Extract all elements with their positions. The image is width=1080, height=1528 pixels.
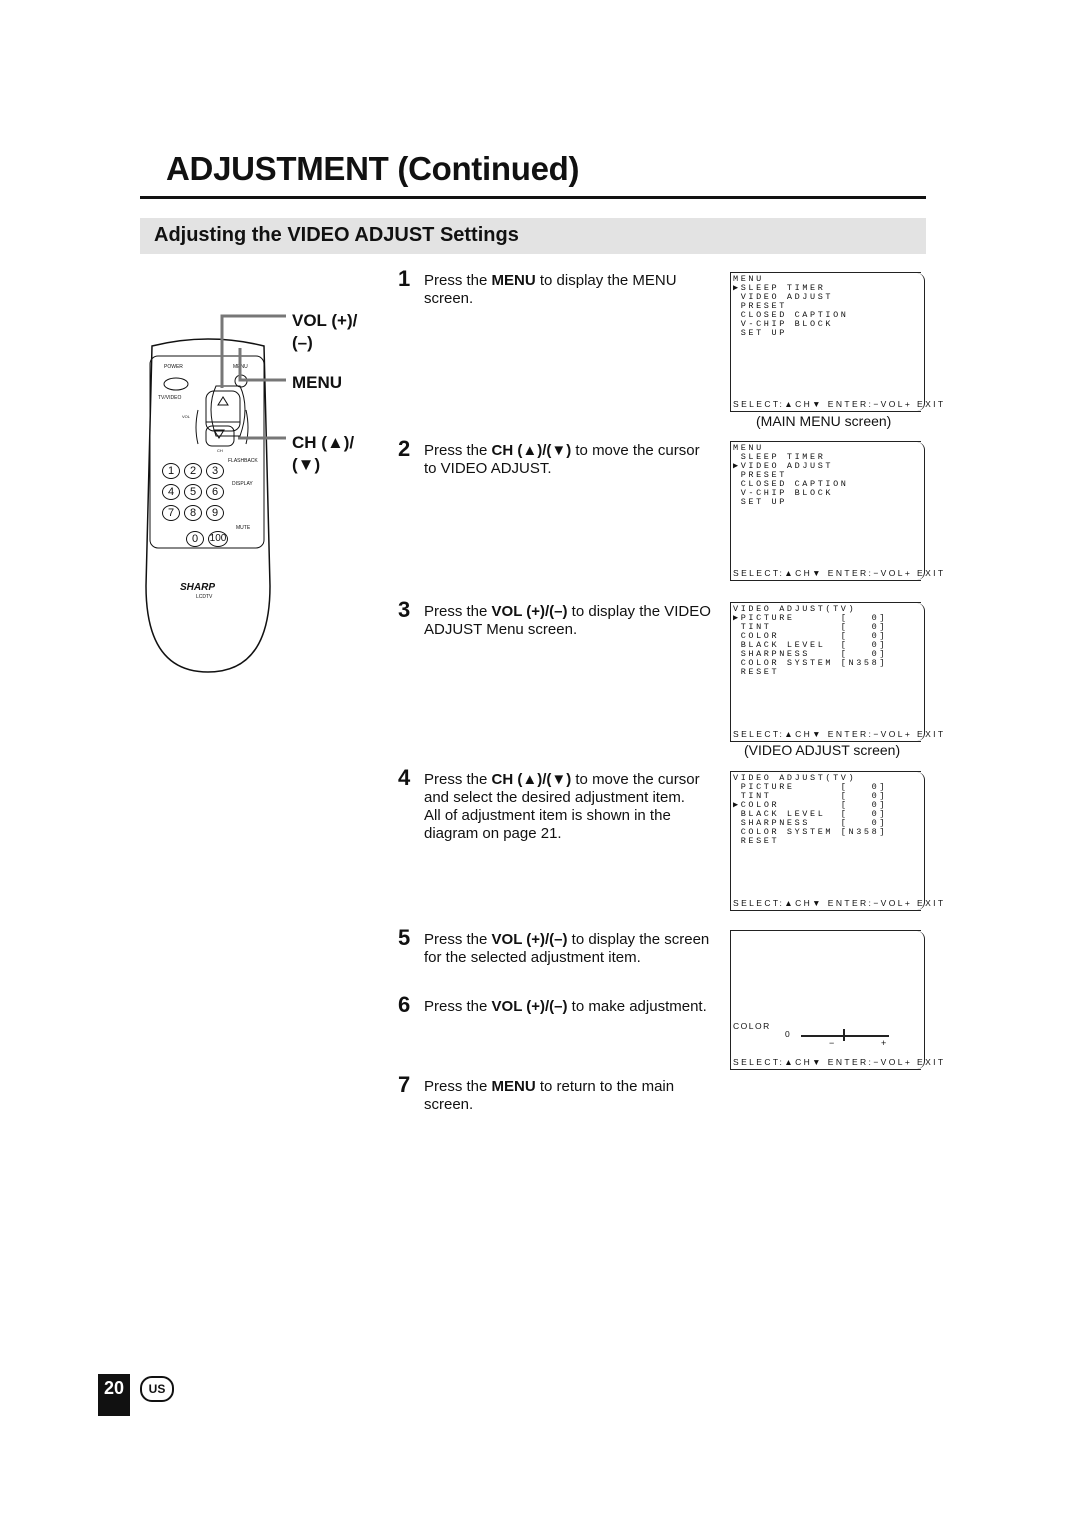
menu-label: MENU — [233, 364, 248, 370]
key-100: 100 — [208, 531, 228, 547]
osd-screen-color-adjust — [730, 930, 946, 1070]
osd-screen-main-menu — [730, 272, 946, 412]
model-label: LCDTV — [196, 594, 213, 600]
osd-footer: SELECT:▲CH▼ ENTER:−VOL+ EXIT — [733, 568, 946, 578]
osd-screen-video-adjust-menu — [730, 602, 946, 742]
osd-screen-video-adjust-cursor — [730, 441, 946, 581]
keypad — [162, 463, 232, 521]
osd-footer: SELECT:▲CH▼ ENTER:−VOL+ EXIT — [733, 898, 946, 908]
callout-ch-line2: (▼) — [292, 455, 321, 474]
callout-vol-line1: VOL (+)/ — [292, 311, 358, 330]
callout-lines — [210, 310, 290, 450]
key-1: 1 — [162, 463, 180, 479]
step-number: 5 — [398, 925, 411, 950]
key-2: 2 — [184, 463, 202, 479]
key-3: 3 — [206, 463, 224, 479]
step-text: Press the VOL (+)/(–) to make adjustment. — [424, 998, 707, 1015]
callout-ch — [292, 432, 354, 476]
osd-adjust-minus: − — [829, 1038, 835, 1048]
flashback-label: FLASHBACK — [228, 458, 258, 464]
display-label: DISPLAY — [232, 481, 253, 487]
key-4: 4 — [162, 484, 180, 500]
step-text: Press the VOL (+)/(–) to display the screen for the selected adjustment item. — [424, 931, 710, 966]
callout-ch-line1: CH (▲)/ — [292, 433, 355, 452]
caption-video-adjust: (VIDEO ADJUST screen) — [744, 742, 901, 758]
vol-label: VOL — [182, 414, 191, 419]
power-label: POWER — [164, 364, 183, 370]
step-number: 1 — [398, 266, 411, 291]
page-number: 20 — [98, 1374, 130, 1416]
region-badge: US — [140, 1376, 174, 1402]
step-text: Press the VOL (+)/(–) to display the VIDEO ADJUST Menu screen. — [424, 603, 711, 638]
step-number: 2 — [398, 436, 411, 461]
ch-label: CH — [217, 448, 223, 453]
key-5: 5 — [184, 484, 202, 500]
key-8: 8 — [184, 505, 202, 521]
osd-adjust-bar — [801, 1035, 889, 1037]
page-title: ADJUSTMENT (Continued) — [166, 150, 580, 187]
step-text: Press the MENU to display the MENU screen. — [424, 272, 677, 307]
osd-footer: SELECT:▲CH▼ ENTER:−VOL+ EXIT — [733, 399, 946, 409]
key-7: 7 — [162, 505, 180, 521]
step-number: 4 — [398, 765, 411, 790]
key-0: 0 — [186, 531, 204, 547]
callout-menu: MENU — [292, 373, 343, 392]
osd-menu-text: VIDEO ADJUST(TV) ▶PICTURE [ 0] TINT [ 0] COLOR [ 0] BLACK LEVEL [ 0] SHARPNESS [ 0] COLOR SYSTEM [N358] RESET — [733, 604, 888, 677]
osd-menu-text: VIDEO ADJUST(TV) PICTURE [ 0] TINT [ 0] ▶COLOR [ 0] BLACK LEVEL [ 0] SHARPNESS [ 0] COLOR SYSTEM [N358] RESET — [733, 773, 888, 846]
osd-menu-text: MENU ▶SLEEP TIMER VIDEO ADJUST PRESET CLOSED CAPTION V-CHIP BLOCK SET UP — [733, 274, 849, 338]
step-text: Press the CH (▲)/(▼) to move the cursor and select the desired adjustment item. All of adjustment item is shown in the diagram on page 21. — [424, 771, 700, 842]
callout-vol — [292, 310, 357, 354]
osd-adjust-marker — [843, 1029, 845, 1041]
osd-footer: SELECT:▲CH▼ ENTER:−VOL+ EXIT — [733, 729, 946, 739]
mute-label: MUTE — [236, 525, 251, 531]
osd-menu-text: MENU SLEEP TIMER ▶VIDEO ADJUST PRESET CLOSED CAPTION V-CHIP BLOCK SET UP — [733, 443, 849, 507]
callout-vol-line2: (–) — [292, 333, 313, 352]
osd-screen-color-selected — [730, 771, 946, 911]
brand-logo: SHARP — [180, 582, 216, 593]
step-text: Press the CH (▲)/(▼) to move the cursor to VIDEO ADJUST. — [424, 442, 700, 477]
section-title: Adjusting the VIDEO ADJUST Settings — [154, 224, 519, 246]
osd-adjust-label: COLOR — [733, 1021, 771, 1031]
step-number: 3 — [398, 597, 411, 622]
title-rule — [140, 196, 926, 199]
caption-main-menu: (MAIN MENU screen) — [756, 413, 892, 429]
osd-footer: SELECT:▲CH▼ ENTER:−VOL+ EXIT — [733, 1057, 946, 1067]
key-6: 6 — [206, 484, 224, 500]
tv-video-label: TV/VIDEO — [158, 395, 182, 401]
osd-adjust-value: 0 — [785, 1029, 790, 1039]
step-number: 7 — [398, 1072, 411, 1097]
step-number: 6 — [398, 992, 411, 1017]
step-text: Press the MENU to return to the main screen. — [424, 1078, 675, 1113]
osd-adjust-plus: + — [881, 1038, 887, 1048]
key-9: 9 — [206, 505, 224, 521]
